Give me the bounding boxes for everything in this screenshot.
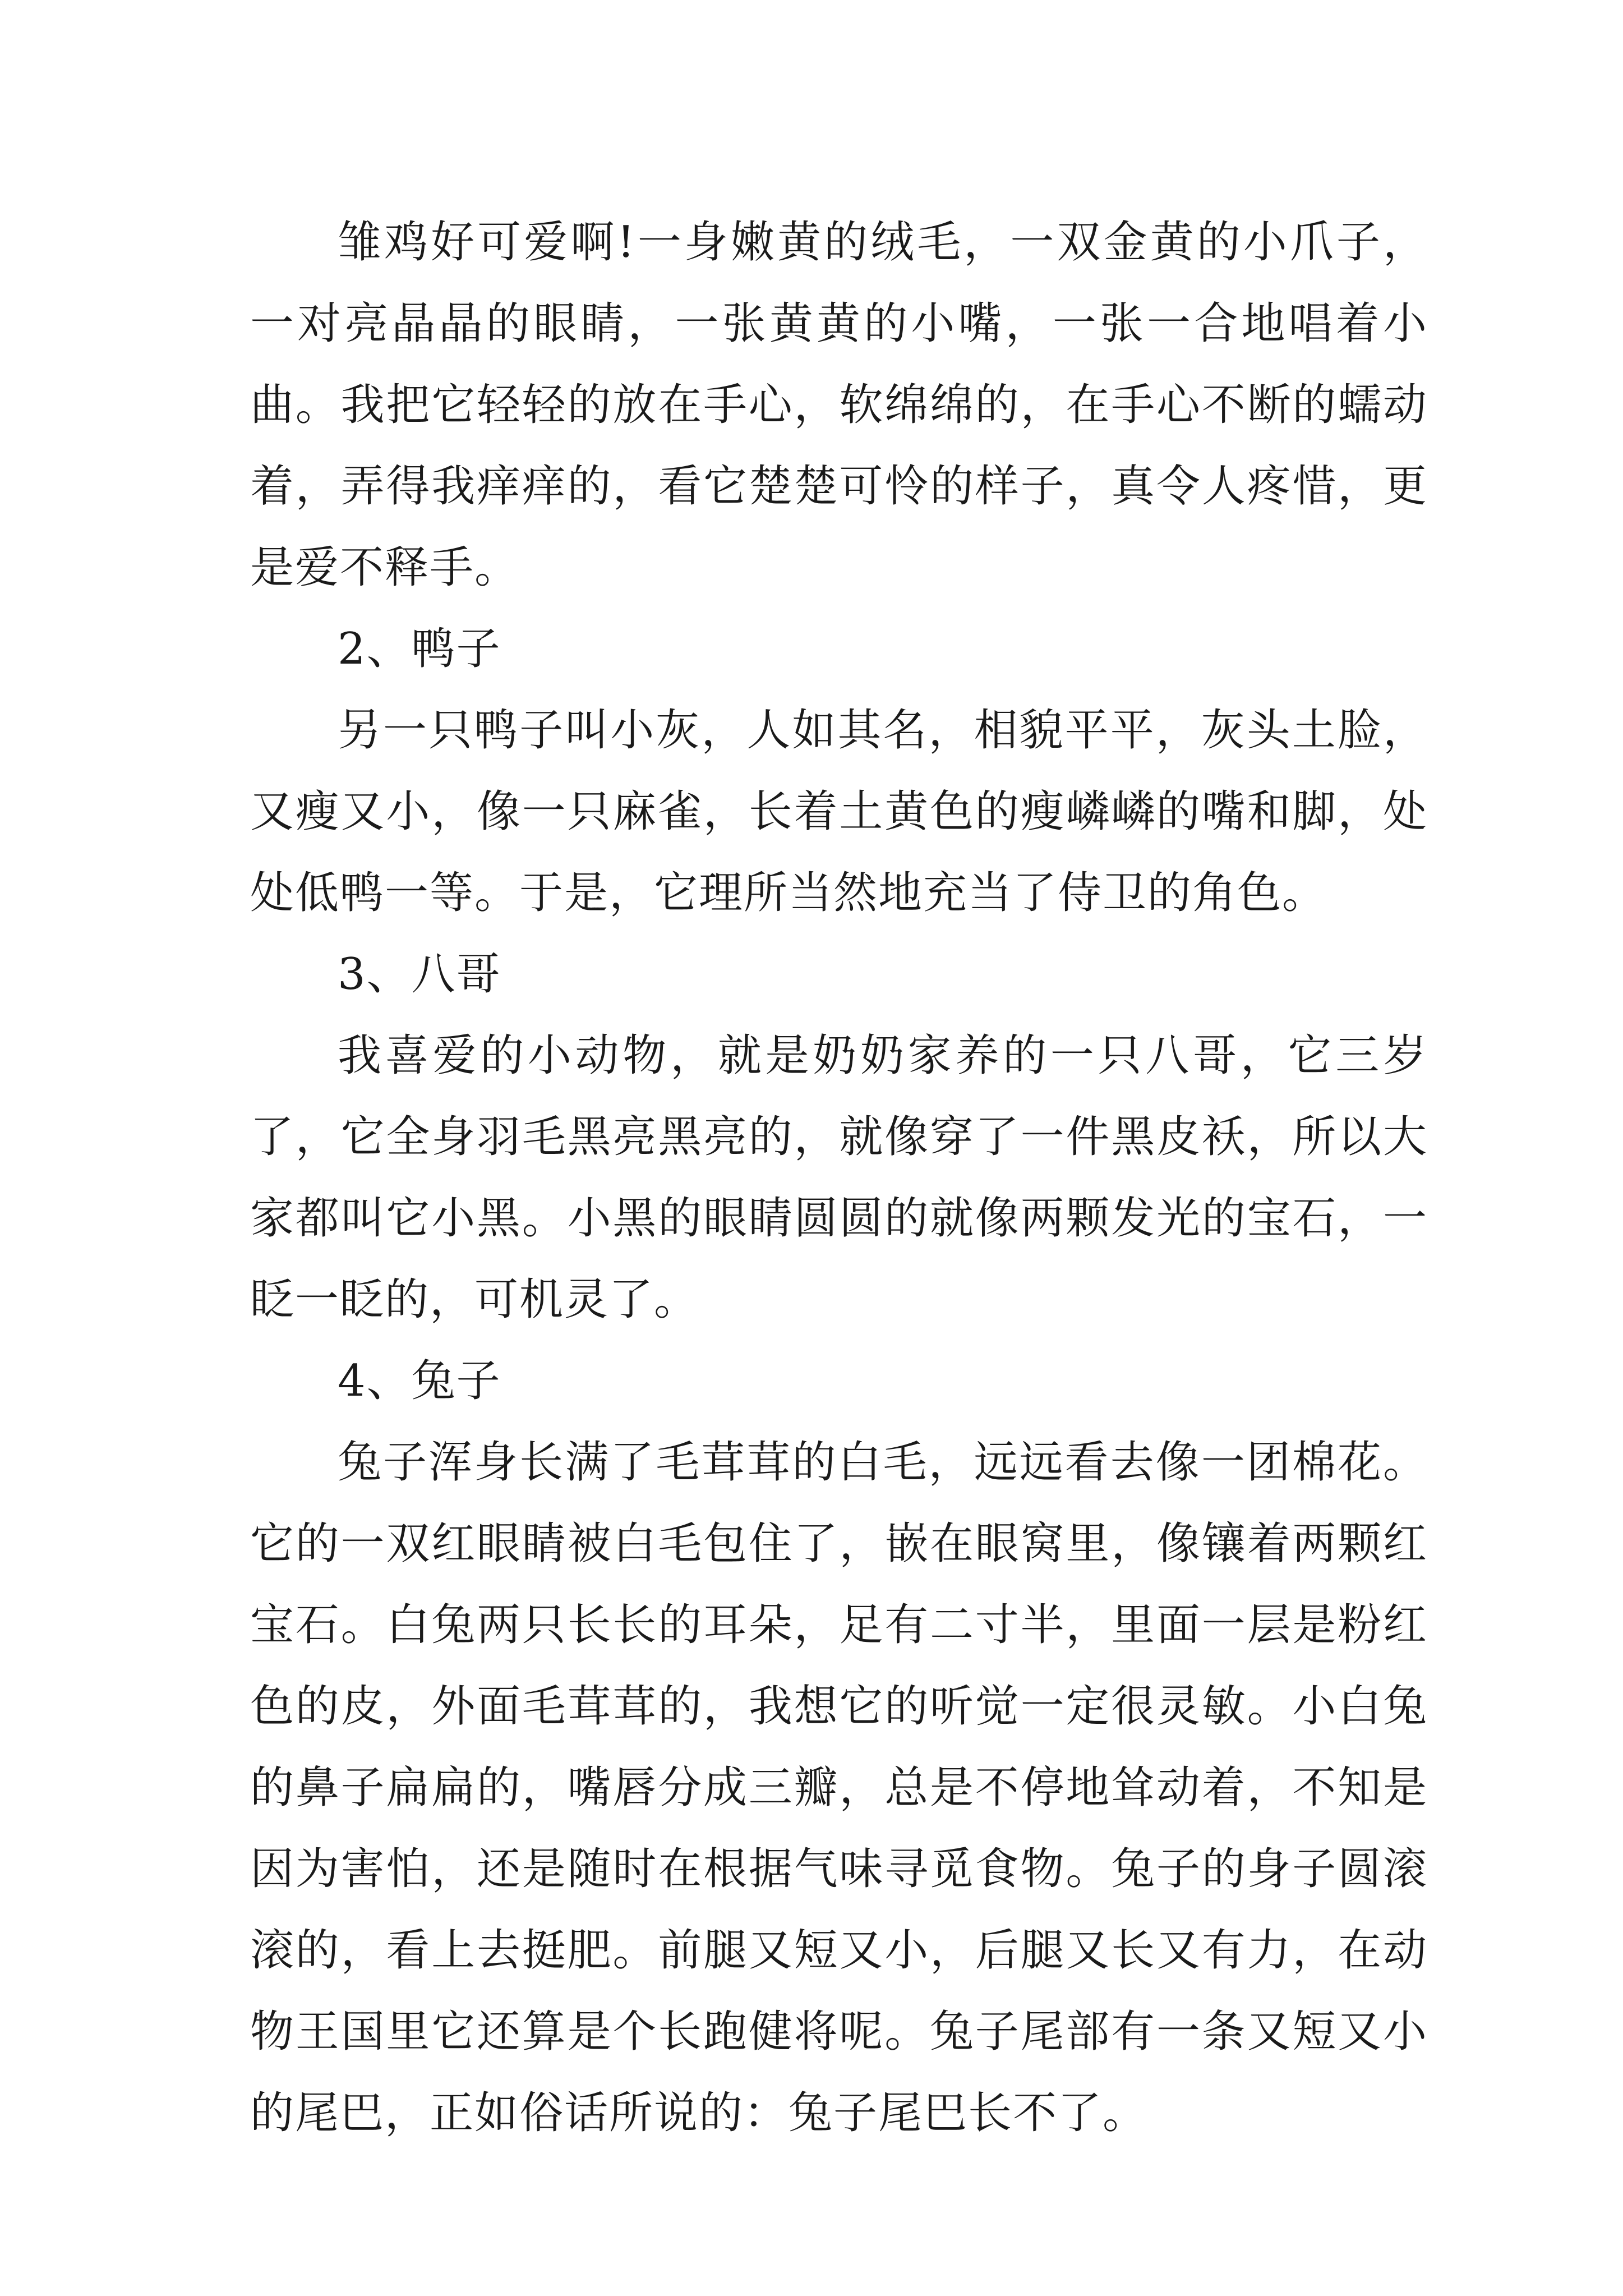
- heading-myna: 3、八哥: [338, 949, 501, 1000]
- paragraph-rabbit: 兔子浑身长满了毛茸茸的白毛，远远看去像一团棉花。它的一双红眼睛被白毛包住了，嵌在眼窝里，像镶着两颗红宝石。白兔两只长长的耳朵，足有二寸半，里面一层是粉红色的皮，外面毛茸茸的，我想它的听觉一定很灵敏。小白兔的鼻子扁扁的，嘴唇分成三瓣，总是不停地耸动着，不知是因为害怕，还是随时在根据气味寻觅食物。兔子的身子圆滚滚的，看上去挺肥。前腿又短又小，后腿又长又有力，在动物王国里它还算是个长跑健将呢。兔子尾部有一条又短又小的尾巴，正如俗话所说的：兔子尾巴长不了。: [250, 1437, 1428, 2138]
- paragraph-chick: 雏鸡好可爱啊!一身嫩黄的绒毛，一双金黄的小爪子，一对亮晶晶的眼睛，一张黄黄的小嘴，一张一合地唱着小曲。我把它轻轻的放在手心，软绵绵的，在手心不断的蠕动着，弄得我痒痒的，看它楚楚可怜的样子，真令人疼惜，更是爱不释手。: [250, 217, 1428, 593]
- heading-rabbit: 4、兔子: [338, 1356, 501, 1406]
- heading-duck: 2、鸭子: [338, 624, 501, 674]
- document-page: [250, 202, 1428, 2154]
- paragraph-myna: 我喜爱的小动物，就是奶奶家养的一只八哥，它三岁了，它全身羽毛黑亮黑亮的，就像穿了一件黑皮袄，所以大家都叫它小黑。小黑的眼睛圆圆的就像两颗发光的宝石，一眨一眨的，可机灵了。: [250, 1030, 1428, 1325]
- paragraph-duck: 另一只鸭子叫小灰，人如其名，相貌平平，灰头土脸，又瘦又小，像一只麻雀，长着土黄色的瘦嶙嶙的嘴和脚，处处低鸭一等。于是，它理所当然地充当了侍卫的角色。: [250, 705, 1428, 918]
